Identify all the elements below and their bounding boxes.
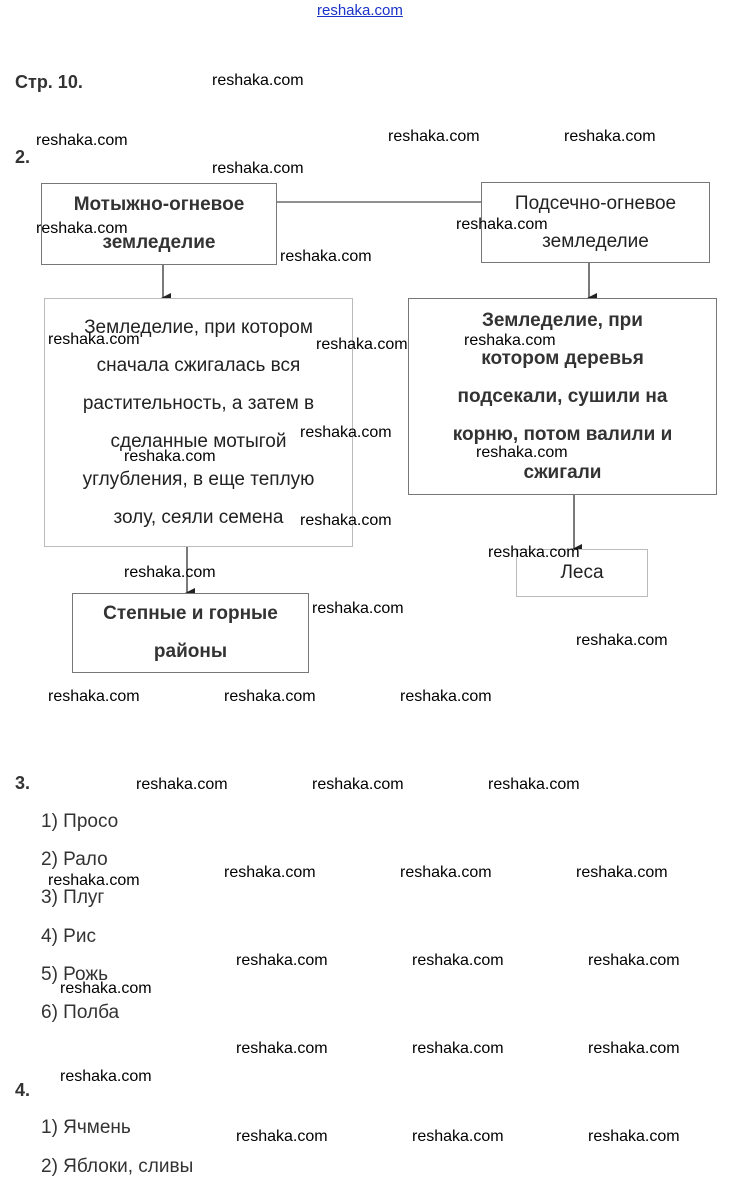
question-3-number: 3. [15,773,31,793]
box-c-line: растительность, а затем в [82,392,315,414]
watermark: reshaka.com [588,1128,680,1145]
watermark: reshaka.com [576,632,668,649]
answer-item: 4) Рис [41,926,96,947]
box-d-line: подсекали, сушили на [457,385,668,407]
box-b-line: Подсечно-огневое [514,192,677,214]
watermark: reshaka.com [400,688,492,705]
page-label: Стр. 10. [15,72,83,92]
watermark: reshaka.com [412,1128,504,1145]
watermark: reshaka.com [236,1128,328,1145]
watermark: reshaka.com [464,332,556,349]
question-4-number: 4. [15,1080,31,1100]
watermark: reshaka.com [224,688,316,705]
watermark: reshaka.com [48,331,140,348]
watermark: reshaka.com [36,132,128,149]
watermark: reshaka.com [388,128,480,145]
watermark: reshaka.com [48,688,140,705]
watermark: reshaka.com [588,1040,680,1057]
question-2-number: 2. [15,147,31,167]
watermark: reshaka.com [588,952,680,969]
box-a-line: Мотыжно-огневое [73,194,245,215]
watermark: reshaka.com [48,872,140,889]
box-d-line: корню, потом валили и [452,423,673,445]
watermark: reshaka.com [312,776,404,793]
box-d-line: Земледелие, при [482,309,643,331]
box-a-line: земледелие [102,232,216,253]
watermark: reshaka.com [224,864,316,881]
watermark: reshaka.com [316,336,408,353]
watermark: reshaka.com [236,1040,328,1057]
watermark: reshaka.com [576,864,668,881]
watermark: reshaka.com [564,128,656,145]
box-c-line: углубления, в еще теплую [82,468,315,490]
box-d-line: сжигали [523,461,602,483]
box-c-line: Земледелие, при котором [84,316,313,338]
box-d-line: котором деревья [481,347,644,369]
answer-item: 3) Плуг [41,887,105,908]
box-e-line: Степные и горные [103,603,278,624]
answer-item: 1) Просо [41,811,119,832]
watermark: reshaka.com [488,776,580,793]
watermark: reshaka.com [36,220,128,237]
box-c-line: сначала сжигалась вся [96,354,301,376]
watermark: reshaka.com [476,444,568,461]
watermark: reshaka.com [412,952,504,969]
answer-item: 2) Рало [41,849,108,870]
box-b-line: земледелие [542,230,649,252]
watermark: reshaka.com [280,248,372,265]
watermark: reshaka.com [456,216,548,233]
site-link[interactable]: reshaka.com [317,2,403,19]
watermark: reshaka.com [236,952,328,969]
answer-item: 5) Рожь [41,964,108,985]
watermark: reshaka.com [312,600,404,617]
watermark: reshaka.com [488,544,580,561]
watermark: reshaka.com [60,1068,152,1085]
watermark: reshaka.com [300,512,392,529]
watermark: reshaka.com [212,160,304,177]
box-slash-burn-definition [408,298,717,495]
watermark: reshaka.com [136,776,228,793]
answer-item: 2) Яблоки, сливы [41,1156,194,1177]
watermark: reshaka.com [400,864,492,881]
watermark: reshaka.com [60,980,152,997]
watermark: reshaka.com [124,448,216,465]
watermark: reshaka.com [124,564,216,581]
watermark: reshaka.com [212,72,304,89]
box-f-line: Леса [560,562,604,583]
box-steppe-mountain-regions [72,593,309,673]
box-c-line: золу, сеяли семена [113,506,284,528]
box-e-line: районы [153,641,228,662]
answer-item: 6) Полба [41,1002,120,1023]
box-c-line: сделанные мотыгой [110,430,287,452]
watermark: reshaka.com [412,1040,504,1057]
answer-item: 1) Ячмень [41,1117,131,1138]
watermark: reshaka.com [300,424,392,441]
